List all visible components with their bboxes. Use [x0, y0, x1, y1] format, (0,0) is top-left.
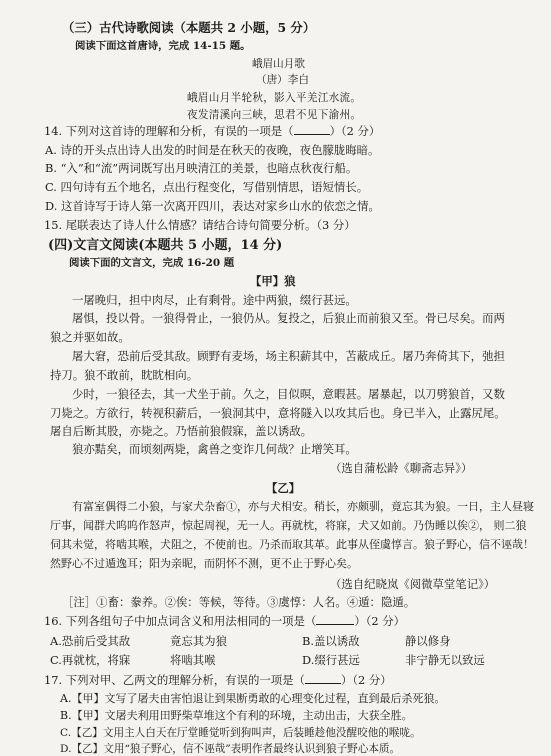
passage-a-line: 屠惧，投以骨。一狼得骨止，一狼仍从。复投之，后狼止而前狼又至。骨已尽矣。而两 [72, 311, 505, 325]
passage-b-notes: ［注］①畜：豢养。②俟：等候，等待。③虞惇：人名。④遁：隐遁。 [62, 595, 416, 609]
question-15: 15. 尾联表达了诗人什么情感？请结合诗句简要分析。（3 分） [44, 218, 356, 232]
passage-b-line: 有富室偶得二小狼，与家犬杂畜①，亦与犬相安。稍长，亦颇驯，竟忘其为狼。一日，主人昼寝 [72, 500, 534, 513]
poem-author: （唐）李白 [256, 74, 309, 86]
passage-a-line: 屠大窘，恐前后受其敌。顾野有麦场，场主积薪其中，苫蔽成丘。屠乃奔倚其下，弛担 [72, 349, 505, 363]
passage-a-line: 屠自后断其股，亦毙之。乃悟前狼假寐，盖以诱敌。 [50, 424, 312, 438]
passage-b-line: 伺其未觉，将啮其喉，犬阻之，不使前也。乃杀而取其革。此事从侄虞惇言。狼子野心，信不诬哉！ [50, 538, 534, 551]
section-4-instruction: 阅读下面的文言文，完成 16-20 题 [69, 257, 235, 269]
poem-line-2: 夜发清溪向三峡，思君不见下渝州。 [187, 109, 362, 121]
question-14-option-b: B. “入”和“流”两词既写出月映清江的美景，也暗点秋夜行船。 [45, 161, 358, 175]
passage-b-line: 然野心不过遁逸耳；阳为亲昵，而阴怀不测，更不止于野心矣。 [50, 557, 358, 570]
section-3-heading: （三）古代诗歌阅读（本题共 2 小题，5 分） [62, 20, 316, 35]
passage-a-line: 刀毙之。方欲行，转视积薪后，一狼洞其中，意将隧入以攻其后也。身已半入，止露尻尾。 [50, 406, 506, 420]
passage-a-line: 狼亦黠矣，而顷刻两毙，禽兽之变诈几何哉？止增笑耳。 [72, 442, 357, 456]
question-16-score: ）（2 分） [354, 614, 406, 628]
section-3-instruction: 阅读下面这首唐诗，完成 14-15 题。 [75, 40, 251, 52]
poem-line-1: 峨眉山月半轮秋，影入平羌江水流。 [187, 92, 362, 104]
passage-a-label: 【甲】狼 [250, 274, 296, 288]
question-16-option-a-2: 竟忘其为狼 [170, 634, 227, 648]
question-17-option-b: B.【甲】文屠夫利用田野柴草堆这个有利的环境，主动出击，大获全胜。 [60, 709, 413, 722]
question-17-option-d: D.【乙】文用“狼子野心，信不诬哉”表明作者最终认识到狼子野心本质。 [60, 743, 401, 755]
question-14-option-c: C. 四句诗有五个地名，点出行程变化，写借别情思，语短情长。 [45, 180, 369, 194]
question-16-option-c-2: 将啮其喉 [170, 653, 216, 667]
question-17-text: 17. 下列对甲、乙两文的理解分析，有误的一项是（ [44, 673, 305, 687]
question-14-option-d: D. 这首诗写于诗人第一次离开四川，表达对家乡山水的依恋之情。 [45, 199, 380, 213]
answer-blank [294, 134, 330, 135]
question-14-text: 14. 下列对这首诗的理解和分析，有误的一项是（ [44, 124, 294, 138]
question-16-option-d-1: D.缀行甚远 [302, 653, 360, 667]
question-14-stem [44, 124, 380, 138]
question-14-option-a: A. 诗的开头点出诗人出发的时间是在秋天的夜晚，夜色朦胧晦暗。 [45, 143, 380, 157]
passage-a-line: 持刀。狼不敢前，眈眈相向。 [50, 368, 199, 382]
question-17-option-a: A.【甲】文写了屠夫由害怕退让到果断勇敢的心理变化过程，直到最后杀死狼。 [60, 692, 446, 705]
answer-blank [316, 624, 354, 625]
passage-a-line: 一屠晚归，担中肉尽，止有剩骨。途中两狼，缀行甚远。 [72, 293, 357, 307]
question-16-option-a-1: A.恐前后受其敌 [50, 634, 131, 648]
question-17-stem [44, 673, 392, 687]
passage-b-source: （选自纪晓岚《阅微草堂笔记》） [330, 577, 496, 591]
question-16-option-b-1: B.盖以诱敌 [302, 634, 360, 648]
question-17-score: ）（2 分） [340, 673, 392, 687]
question-17-option-c: C.【乙】文用主人白天在厅堂睡觉听到狗叫声，后装睡趁他没醒咬他的喉咙。 [60, 727, 421, 739]
question-16-option-b-2: 静以修身 [405, 634, 451, 648]
passage-b-label: 【乙】 [266, 481, 301, 495]
question-16-option-c-1: C.再就枕，将寐 [50, 653, 131, 667]
answer-blank [305, 683, 341, 684]
question-14-score: ）（2 分） [329, 124, 381, 138]
passage-a-line: 狼之并驱如故。 [50, 330, 130, 344]
question-16-stem [44, 614, 405, 628]
passage-a-source: （选自蒲松龄《聊斋志异》） [330, 461, 473, 475]
question-16-option-d-2: 非宁静无以致远 [405, 653, 485, 667]
passage-b-line: 厅事，闻群犬呜呜作怒声，惊起周视，无一人。再就枕，将寐，犬又如前。乃伪睡以俟②， 则二狼 [50, 519, 527, 532]
question-16-text: 16. 下列各组句子中加点词含义和用法相同的一项是（ [44, 614, 317, 628]
passage-a-line: 少时，一狼径去，其一犬坐于前。久之，目似暝，意暇甚。屠暴起，以刀劈狼首，又数 [72, 387, 505, 401]
section-4-heading: (四)文言文阅读(本题共 5 小题，14 分) [48, 238, 283, 253]
poem-title: 峨眉山月歌 [252, 58, 305, 70]
